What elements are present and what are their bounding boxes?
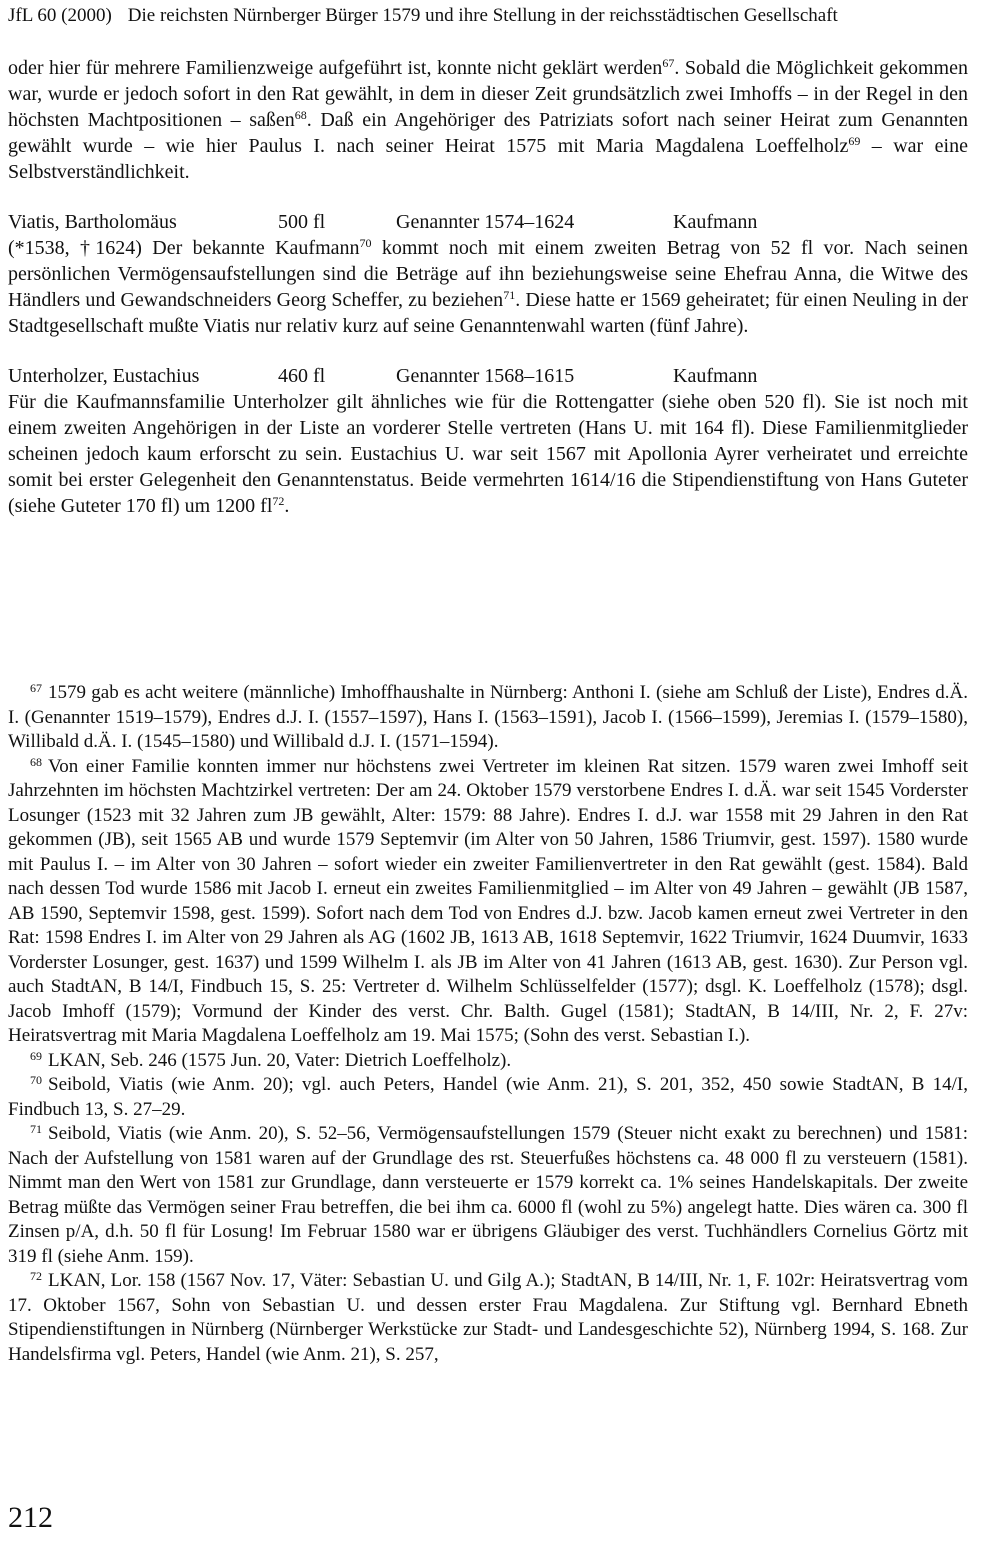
footnote-number: 67 (30, 681, 42, 695)
footnotes (8, 681, 968, 1367)
footnote-67 (8, 681, 968, 755)
main-text (8, 55, 968, 543)
footnote-ref-68[interactable]: 68 (294, 108, 307, 122)
footnote-ref-67[interactable]: 67 (662, 56, 675, 70)
entry-status: Genannter 1568–1615 (396, 365, 575, 387)
footnote-number: 72 (30, 1269, 42, 1283)
entry-text-2: kommt noch mit einem zweiten Betrag von 52 fl vor. Nach seinen persönlichen Vermögensaufstellungen sind die Beträge auf ihn beziehungsweise seine Ehefrau Anna, die Witwe des Händlers und Gewandschneiders Georg Scheffer, zu beziehen (8, 237, 969, 311)
entry-occupation: Kaufmann (673, 365, 758, 387)
intro-text-4: – war eine Selbstverständlichkeit. (8, 135, 968, 183)
footnote-68 (8, 755, 968, 1049)
article-title: Die reichsten Nürnberger Bürger 1579 und ihre Stellung in der reichsstädtischen Gesellschaft (127, 5, 838, 26)
footnote-text: LKAN, Seb. 246 (1575 Jun. 20, Vater: Dietrich Loeffelholz). (48, 1049, 512, 1071)
entry-viatis (8, 209, 968, 339)
footnote-text: Seibold, Viatis (wie Anm. 20), S. 52–56, Vermögensaufstellungen 1579 (Steuer nicht exakt zu berechnen) und 1581: Nach der Aufstellung von 1581 waren auf der Grundlage des rst. Steuerfußes höchstens ca. 48 000 fl zu versteuern (1581). Nimmt man den Wert von 1581 zur Grundlage, dann versteuerte er 1579 korrekt ca. 1% seines Handelskapitals. Der zweite Betrag müßte das Vermögen seiner Frau betreffen, die bei ihm ca. 6000 fl (wohl zu 5%) angelegt hatte. Dies wären ca. 300 fl Zinsen p/A, d.h. 50 fl für Losung! Im Februar 1580 war er übrigens Gläubiger des verst. Tuchhändlers Cornelius Görtz mit 319 fl (siehe Anm. 159). (8, 1123, 968, 1267)
footnote-70 (8, 1073, 968, 1122)
footnote-ref-71[interactable]: 71 (503, 288, 516, 302)
entry-text-2: . (284, 495, 290, 517)
intro-paragraph (8, 55, 968, 185)
footnote-ref-70[interactable]: 70 (359, 236, 372, 250)
entry-amount: 500 fl (278, 211, 326, 233)
entry-text-3: . Diese hatte er 1569 geheiratet; für einen Neuling in der Stadtgesellschaft mußte Viatis nur relativ kurz auf seine Genanntenwahl warten (fünf Jahre). (8, 289, 968, 337)
entry-header (8, 363, 968, 389)
entry-status: Genannter 1574–1624 (396, 211, 575, 233)
intro-text-3: . Daß ein Angehöriger des Patriziats sofort nach seiner Heirat zum Genannten gewählt wurde – wie hier Paulus I. nach seiner Heirat 1575 mit Maria Magdalena Loeffelholz (8, 109, 969, 157)
footnote-text: 1579 gab es acht weitere (männliche) Imhoffhaushalte in Nürnberg: Anthoni I. (siehe am Schluß der Liste), Endres d.Ä. I. (Genannter 1519–1579), Endres d.J. I. (1557–1597), Hans I. (1563–1591), Jacob I. (1566–1599), Jeremias I. (1579–1580), Willibald d.Ä. I. (1545–1580) und Willibald d.J. I. (1571–1594). (8, 682, 968, 752)
entry-text-1: Für die Kaufmannsfamilie Unterholzer gilt ähnliches wie für die Rottengatter (siehe oben 520 fl). Sie ist noch mit einem zweiten Angehörigen in der Liste an vorderer Stelle vertreten (Hans U. mit 164 fl). Diese Familienmitglieder scheinen jedoch kaum erforscht zu sein. Eustachius U. war seit 1567 mit Apollonia Ayrer verheiratet und erreichte somit bei erster Gelegenheit den Genanntenstatus. Beide vermehrten 1614/16 die Stipendienstiftung von Hans Guteter (siehe Guteter 170 fl) um 1200 fl (8, 391, 968, 517)
entry-text-1: (*1538, †1624) Der bekannte Kaufmann (8, 237, 360, 259)
entry-occupation: Kaufmann (673, 211, 758, 233)
intro-text-1: oder hier für mehrere Familienzweige aufgeführt ist, konnte nicht geklärt werden (8, 57, 663, 79)
footnote-number: 70 (30, 1073, 42, 1087)
entry-amount: 460 fl (278, 365, 326, 387)
entry-name: Viatis, Bartholomäus (8, 211, 177, 233)
footnote-ref-72[interactable]: 72 (272, 494, 285, 508)
running-header (8, 4, 992, 28)
page-number: 212 (8, 1501, 53, 1534)
footnote-text: Seibold, Viatis (wie Anm. 20); vgl. auch Peters, Handel (wie Anm. 21), S. 201, 352, 450 sowie StadtAN, B 14/I, Findbuch 13, S. 27–29. (8, 1074, 968, 1120)
intro-text-2: . Sobald die Möglichkeit gekommen war, wurde er jedoch sofort in den Rat gewählt, in dem in dieser Zeit grundsätzlich zwei Imhoffs – in der Regel in den höchsten Machtpositionen – saßen (8, 57, 968, 131)
entry-unterholzer (8, 363, 968, 519)
footnote-number: 69 (30, 1048, 42, 1063)
footnote-text: LKAN, Lor. 158 (1567 Nov. 17, Väter: Sebastian U. und Gilg A.); StadtAN, B 14/III, Nr. 1, F. 102r: Heiratsvertrag vom 17. Oktober 1567, Sohn von Sebastian U. und dessen erster Frau Magdalena. Zur Stiftung vgl. Bernhard Ebneth Stipendienstiftungen in Nürnberg (Nürnberger Werkstücke zur Stadt- und Landesgeschichte 52), Nürnberg 1994, S. 168. Zur Handelsfirma vgl. Peters, Handel (wie Anm. 21), S. 257, (8, 1270, 968, 1365)
footnote-number: 71 (30, 1122, 42, 1136)
footnote-72 (8, 1269, 968, 1367)
footnote-69 (8, 1049, 968, 1074)
entry-name: Unterholzer, Eustachius (8, 365, 200, 387)
footnote-number: 68 (30, 754, 42, 769)
footnote-ref-69[interactable]: 69 (848, 134, 861, 148)
journal-citation: JfL 60 (2000) (8, 5, 112, 26)
footnote-71 (8, 1122, 968, 1269)
footnote-text: Von einer Familie konnten immer nur höchstens zwei Vertreter im kleinen Rat sitzen. 1579 waren zwei Imhoff seit Jahrzehnten im höchsten Machtzirkel vertreten: Der am 24. Oktober 1579 verstorbene Endres I. d.Ä. war seit 1545 Vorderster Losunger (1523 mit 32 Jahren zum JB gewählt, Alter: 1579: 88 Jahre). Endres I. d.J. war 1558 mit 29 Jahren in den Rat gekommen (JB), seit 1565 AB und wurde 1579 Septemvir (im Alter von 50 Jahren, 1586 Triumvir, gest. 1597). 1580 wurde mit Paulus I. – im Alter von 30 Jahren – sofort wieder ein zweiter Familienvertreter in den Rat gewählt (gest. 1584). Bald nach dessen Tod wurde 1586 mit Jacob I. erneut ein zweites Familienmitglied – im Alter von 49 Jahren – gewählt (JB 1587, AB 1590, Septemvir 1598, gest. 1599). Sofort nach dem Tod von Endres d.J. bzw. Jacob kamen erneut zwei Vertreter in den Rat: 1598 Endres I. im Alter von 29 Jahren als AG (1602 JB, 1613 AB, 1618 Septemvir, 1622 Triumvir, 1624 Duumvir, 1633 Vorderster Losunger, gest. 1637) und 1599 Wilhelm I. als JB im Alter von 41 Jahren (1613 AB, gest. 1630). Zur Person vgl. auch StadtAN, B 14/I, Findbuch 15, S. 25: Vertreter d. Wilhelm Schlüsselfelder (1577); dsgl. K. Loeffelholz (1578); dsgl. Jacob Imhoff (1579); Vormund der Kinder des verst. Chr. Balth. Gugel (1581); StadtAN, B 14/III, Nr. 2, F. 27v: Heiratsvertrag mit Maria Magdalena Loeffelholz am 19. Mai 1575; (Sohn des verst. Sebastian I.). (8, 755, 968, 1046)
entry-header (8, 209, 968, 235)
